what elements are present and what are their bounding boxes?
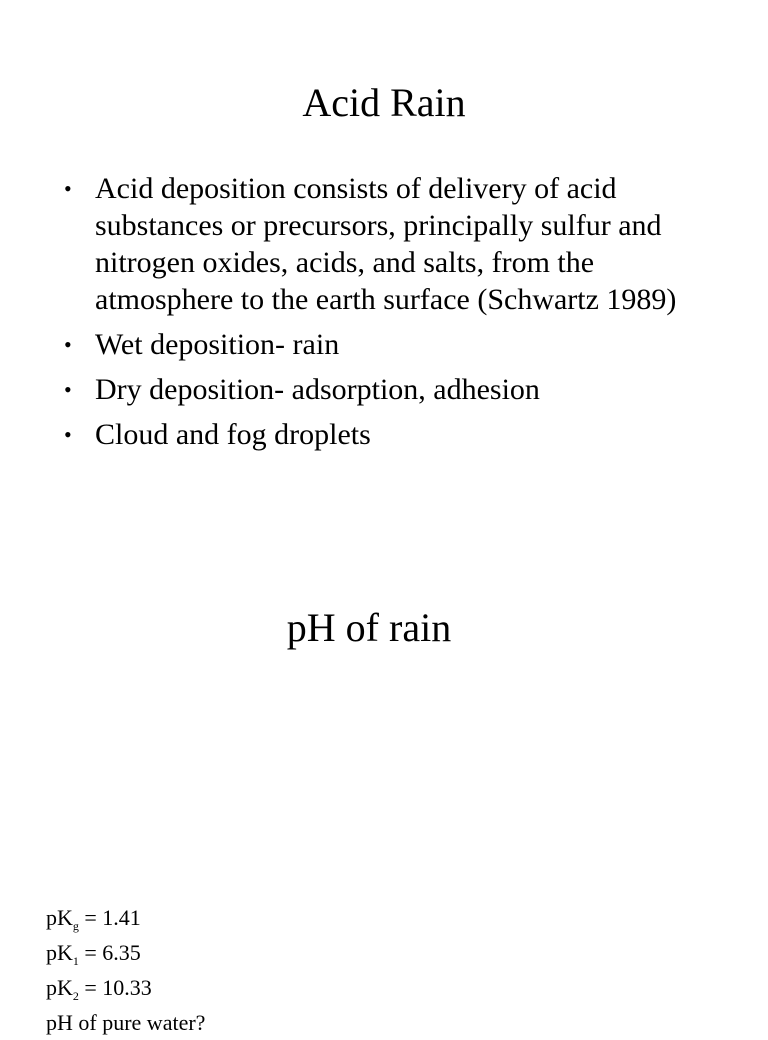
bullet-list [64,170,714,461]
bullet-text: Dry deposition- adsorption, adhesion [95,373,540,406]
bullet-text: Acid deposition consists of delivery of acid substances or precursors, principally sulfur and nitrogen oxides, acids, and salts, from the atmosphere to the earth surface (Schwartz 1989) [95,172,677,316]
bullet-icon: • [64,332,72,357]
ph-question: pH of pure water? [46,1010,206,1035]
bullet-icon: • [64,422,72,447]
list-item [64,371,714,408]
bullet-icon: • [64,176,72,201]
list-item [64,416,714,453]
pk-1-line: $pK_1 = 6.35$ [46,940,141,968]
bullet-text: Cloud and fog droplets [95,418,371,451]
list-item [64,326,714,363]
pk-g-line: $pK_g = 1.41$ [46,905,141,933]
bullet-icon: • [64,377,72,402]
pk-parameters [46,900,205,1040]
pk-2-line: $pK_2 = 10.33$ [46,975,152,1003]
bullet-text: Wet deposition- rain [95,328,340,361]
list-item [64,170,714,318]
slide-title-ph-of-rain: pH of rain [286,605,452,650]
slide-title-acid-rain: Acid Rain [302,80,466,125]
